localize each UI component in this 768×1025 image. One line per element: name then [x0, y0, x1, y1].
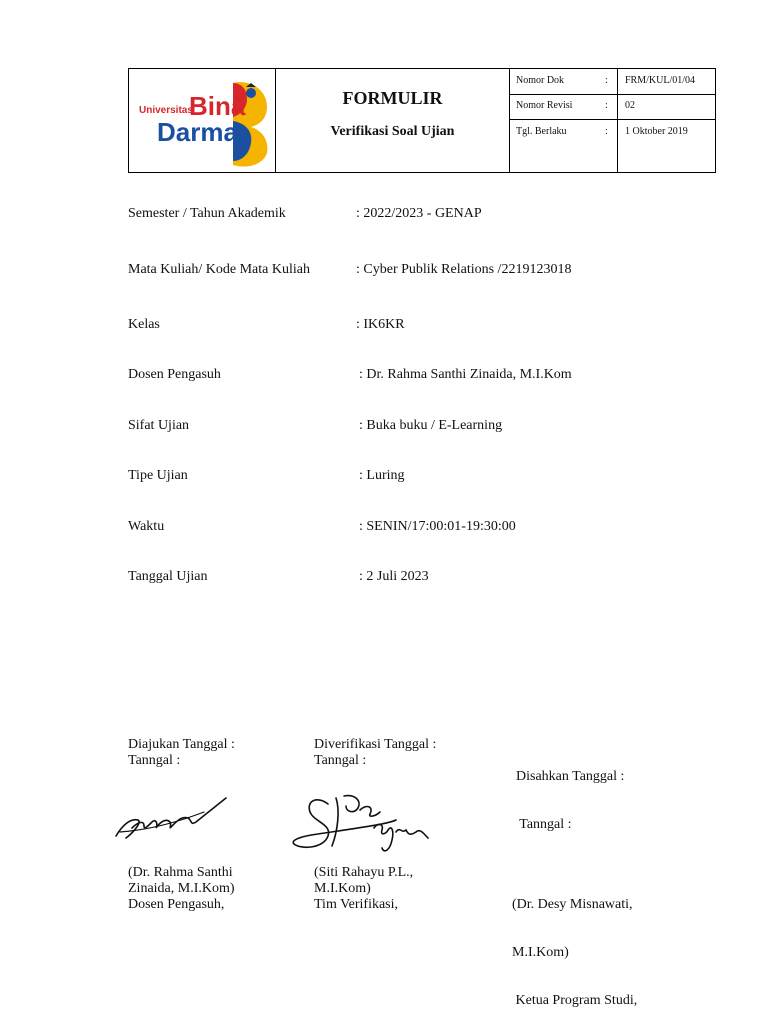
meta-row-tgl-berlaku	[510, 120, 716, 172]
signature-heading-diajukan	[128, 737, 235, 769]
signature-heading: Disahkan Tanggal :	[516, 769, 625, 784]
field-label: Tanggal Ujian	[128, 569, 208, 584]
field-label: Kelas	[128, 317, 160, 332]
field-value: : Dr. Rahma Santhi Zinaida, M.I.Kom	[359, 367, 572, 382]
signatory-role: Ketua Program Studi,	[512, 993, 638, 1008]
field-value: : 2022/2023 - GENAP	[356, 206, 482, 221]
signatory-kaprodi	[512, 865, 637, 1025]
form-title: FORMULIR	[342, 88, 443, 108]
meta-colon: :	[605, 126, 608, 137]
signatory-name-line1: (Dr. Desy Misnawati,	[512, 897, 633, 912]
field-label: Tipe Ujian	[128, 468, 188, 483]
signatory-name-line2: M.I.Kom)	[512, 945, 569, 960]
signature-heading: Diverifikasi Tanggal :	[314, 737, 437, 752]
meta-label: Nomor Dok	[516, 75, 565, 86]
document-meta	[510, 69, 716, 172]
signature-image-verifikasi	[288, 790, 448, 862]
meta-row-nomor-dok	[510, 69, 716, 95]
signatory-name-line1: (Siti Rahayu P.L.,	[314, 865, 414, 880]
field-value: : Buka buku / E-Learning	[359, 418, 503, 433]
signature-date-label: Tanngal :	[516, 817, 572, 832]
meta-value: 1 Oktober 2019	[625, 126, 688, 137]
signature-heading: Diajukan Tanggal :	[128, 737, 235, 752]
meta-label: Nomor Revisi	[516, 100, 573, 111]
signatory-name-line2: M.I.Kom)	[314, 881, 371, 896]
signature-heading-diverifikasi	[314, 737, 436, 769]
title-cell	[276, 69, 510, 172]
field-label: Sifat Ujian	[128, 418, 190, 433]
meta-value: 02	[625, 100, 635, 111]
field-value: : Luring	[359, 468, 405, 483]
field-value: : Cyber Publik Relations /2219123018	[356, 262, 572, 277]
field-value: : 2 Juli 2023	[359, 569, 429, 584]
signature-heading-disahkan	[516, 737, 624, 849]
field-label: Mata Kuliah/ Kode Mata Kuliah	[128, 262, 310, 277]
meta-value: FRM/KUL/01/04	[625, 75, 696, 86]
signature-date-label: Tanngal :	[314, 753, 367, 768]
signatory-role: Dosen Pengasuh,	[128, 897, 225, 912]
meta-row-nomor-revisi	[510, 94, 716, 120]
svg-text:Universitas: Universitas	[139, 105, 193, 116]
svg-text:Darma: Darma	[157, 117, 238, 147]
field-label: Semester / Tahun Akademik	[128, 206, 286, 221]
field-value: : IK6KR	[356, 317, 405, 332]
signatory-name-line2: Zinaida, M.I.Kom)	[128, 881, 235, 896]
field-label: Dosen Pengasuh	[128, 367, 221, 382]
meta-label: Tgl. Berlaku	[516, 126, 567, 137]
meta-colon: :	[605, 75, 608, 86]
signatory-role: Tim Verifikasi,	[314, 897, 399, 912]
field-value: : SENIN/17:00:01-19:30:00	[359, 519, 516, 534]
signatory-name-line1: (Dr. Rahma Santhi	[128, 865, 233, 880]
form-subtitle: Verifikasi Soal Ujian	[330, 124, 455, 139]
form-header-table	[128, 68, 716, 173]
field-label: Waktu	[128, 519, 165, 534]
meta-colon: :	[605, 100, 608, 111]
svg-text:Bina: Bina	[189, 91, 246, 121]
signature-date-label: Tanngal :	[128, 753, 181, 768]
signatory-verifikasi	[314, 865, 413, 913]
logo-cell	[129, 69, 276, 172]
signature-image-dosen	[108, 792, 238, 848]
university-logo	[129, 69, 275, 172]
signatory-dosen	[128, 865, 235, 913]
